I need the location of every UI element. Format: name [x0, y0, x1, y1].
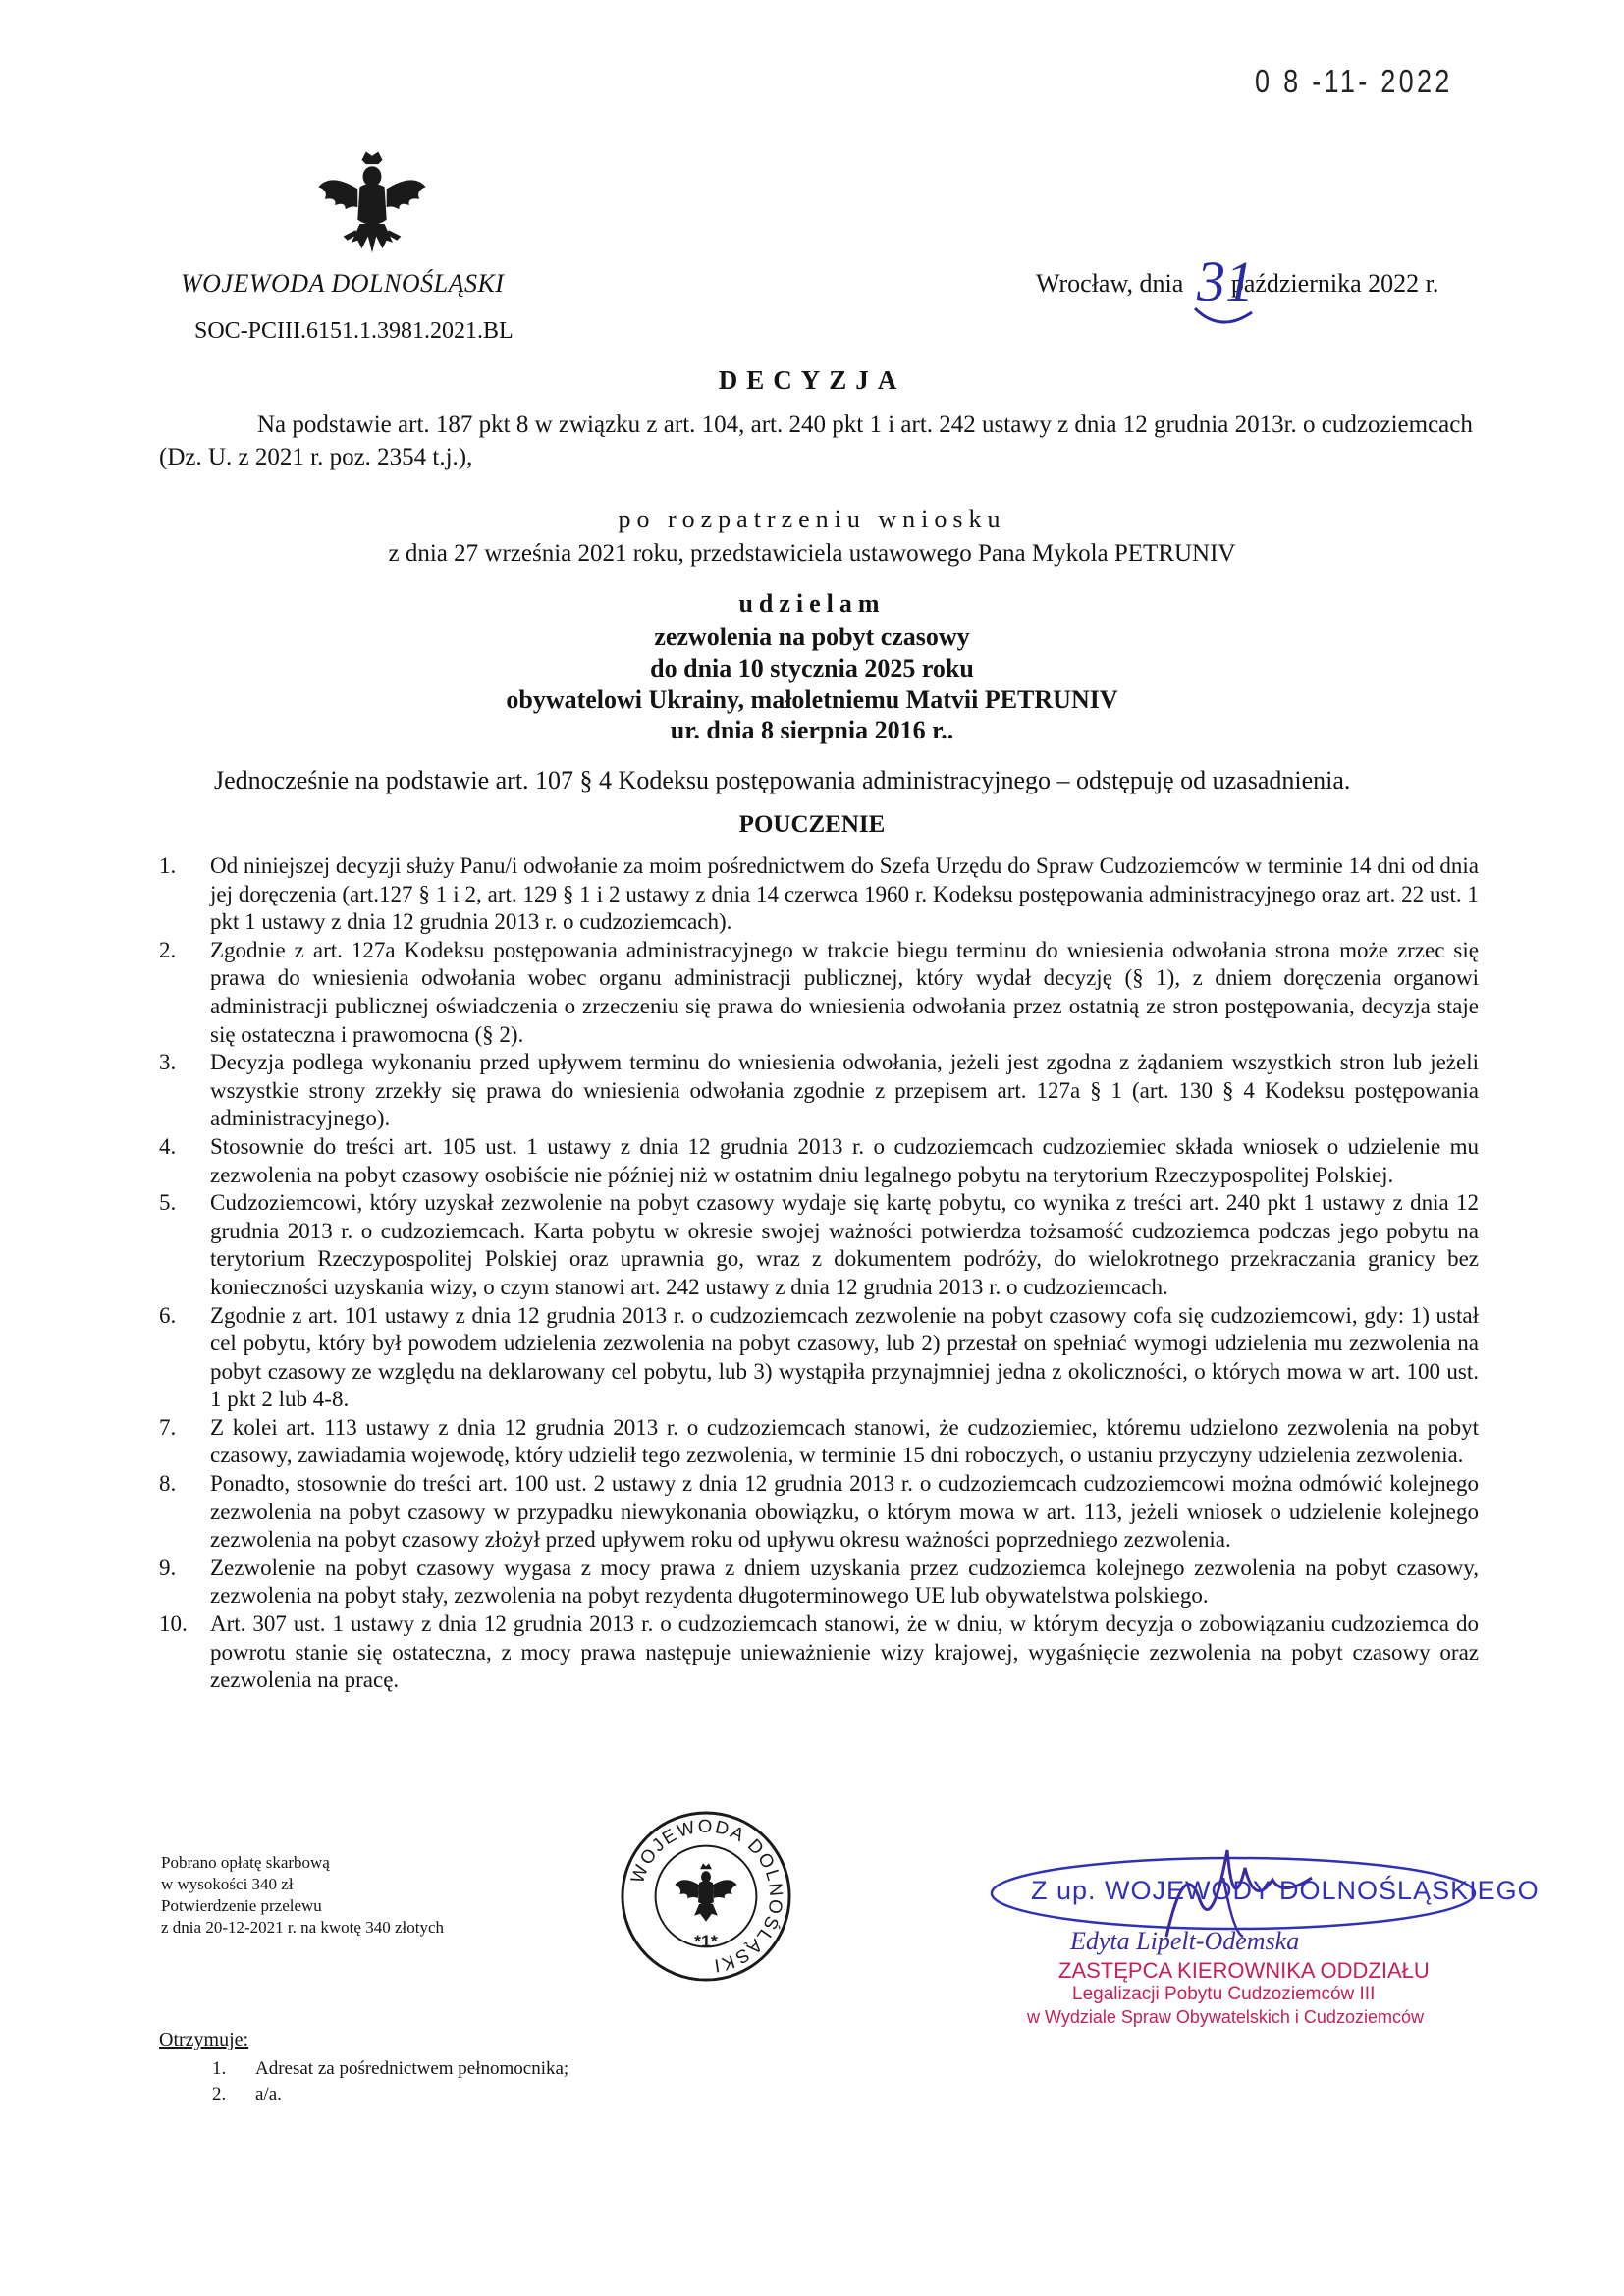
recipients-title: Otrzymuje:: [159, 2029, 249, 2050]
application-date-line: z dnia 27 września 2021 roku, przedstawiciela ustawowego Pana Mykola PETRUNIV: [388, 540, 1236, 567]
instruction-text: Stosownie do treści art. 105 ust. 1 ustawy z dnia 12 grudnia 2013 r. o cudzoziemcach cudzoziemiec składa wniosek o udzielenie mu zezwolenia na pobyt czasowy osobiście nie później niż w ostatnim dniu legalnego pobytu na terytorium Rzeczypospolitej Polskiej.: [210, 1133, 1479, 1187]
instruction-number: 6.: [159, 1302, 177, 1328]
legal-basis-paragraph: Na podstawie art. 187 pkt 8 w związku z art. 104, art. 240 pkt 1 i art. 242 ustawy z dnia 12 grudnia 2013r. o cudzoziemcach (Dz. U. z 2021 r. poz. 2354 t.j.),: [159, 411, 1473, 470]
grant-heading: udzielam: [738, 589, 886, 618]
decision-line: obywatelowi Ukrainy, małoletniemu Matvii PETRUNIV: [506, 685, 1118, 714]
issuer-name: WOJEWODA DOLNOŚLĄSKI: [181, 269, 505, 298]
instruction-number: 2.: [159, 937, 177, 962]
recipients-list: [212, 2056, 568, 2107]
instruction-item: [157, 1302, 1479, 1414]
signatory-name: Edyta Lipelt-Odemska: [1070, 1927, 1300, 1955]
instruction-text: Art. 307 ust. 1 ustawy z dnia 12 grudnia 2013 r. o cudzoziemcach stanowi, że w dniu, w którym decyzja o zobowiązaniu cudzoziemca do powrotu stanie się ostateczna, z mocy prawa następuje unieważnienie wizy krajowej, wygaśnięcie zezwolenia na pobyt czasowy oraz zezwolenia na pracę.: [210, 1612, 1479, 1693]
recipient-number: 2.: [212, 2084, 227, 2105]
signatory-unit: Legalizacji Pobytu Cudzoziemców III: [1072, 1984, 1376, 2004]
decision-line: ur. dnia 8 sierpnia 2016 r..: [670, 716, 954, 744]
document-title: DECYZJA: [718, 365, 906, 395]
instruction-text: Od niniejszej decyzji służy Panu/i odwołanie za moim pośrednictwem do Szefa Urzędu do Spraw Cudzoziemców w terminie 14 dni od dnia jej doręczenia (art.127 § 1 i 2, art. 129 § 1 i 2 ustawy z dnia 14 czerwca 1960 r. Kodeksu postępowania administracyjnego oraz art. 22 ust. 1 pkt 1 ustawy z dnia 12 grudnia 2013 r. o cudzoziemcach).: [210, 853, 1479, 935]
seal-number: *1*: [694, 1931, 718, 1951]
instruction-item: [157, 1189, 1479, 1301]
on-behalf-of: Z up. WOJEWODY DOLNOŚLĄSKIEGO: [1031, 1876, 1540, 1905]
instruction-text: Zgodnie z art. 127a Kodeksu postępowania administracyjnego w trakcie biegu terminu do wniesienia odwołania strona może zrzec się prawa do wniesienia odwołania wobec organu administracji publicznej, który wydał decyzję (§ 1), z dniem doręczenia organowi administracji publicznej oświadczenia o zrzeczeniu się prawa do wniesienia odwołania przez ostatnią ze stron postępowania, decyzja staje się ostateczna i prawomocna (§ 2).: [210, 937, 1479, 1047]
decision-line: do dnia 10 stycznia 2025 roku: [650, 654, 974, 683]
fee-line: z dnia 20-12-2021 r. na kwotę 340 złotych: [161, 1918, 444, 1937]
case-reference: SOC-PCIII.6151.1.3981.2021.BL: [194, 318, 514, 344]
instruction-item: [157, 1555, 1479, 1611]
fee-line: Pobrano opłatę skarbową: [161, 1853, 330, 1872]
instruction-item: [157, 1611, 1479, 1695]
instruction-number: 7.: [159, 1414, 177, 1440]
handwritten-day-text: 31: [1197, 249, 1254, 313]
instruction-item: [157, 1470, 1479, 1555]
authorization-stamp: [988, 1838, 1540, 2045]
instruction-item: [157, 937, 1479, 1049]
instruction-item: [157, 1049, 1479, 1133]
instruction-number: 1.: [159, 853, 177, 878]
instruction-text: Zgodnie z art. 101 ustawy z dnia 12 grudnia 2013 r. o cudzoziemcach zezwolenie na pobyt czasowy cofa się cudzoziemcowi, gdy: 1) ustał cel pobytu, który był powodem udzielenia zezwolenia na pobyt czasowy, lub 2) przestał on spełniać wymogi udzielenia mu zezwolenia na pobyt czasowy ze względu na deklarowany cel pobytu, lub 3) wystąpiła przynajmniej jedna z okoliczności, o których mowa w art. 100 ust. 1 pkt 2 lub 4-8.: [210, 1302, 1479, 1412]
instruction-text: Decyzja podlega wykonaniu przed upływem terminu do wniesienia odwołania, jeżeli jest zgodna z żądaniem wszystkich stron lub jeżeli wszystkie strony zrzekły się prawa do wniesienia odwołania zgodnie z przepisem art. 127a § 1 (art. 130 § 4 Kodeksu postępowania administracyjnego).: [210, 1050, 1479, 1131]
instruction-text: Zezwolenie na pobyt czasowy wygasa z mocy prawa z dniem uzyskania przez cudzoziemca kolejnego zezwolenia na pobyt czasowy, zezwolenia na pobyt stały, zezwolenia na pobyt rezydenta długoterminowego UE lub obywatelstwa polskiego.: [210, 1555, 1479, 1609]
waiver-of-justification: Jednocześnie na podstawie art. 107 § 4 Kodeksu postępowania administracyjnego – odstępuję od uzasadnienia.: [214, 766, 1351, 794]
instructions-list: [157, 852, 1479, 1695]
instruction-number: 10.: [159, 1612, 188, 1637]
signatory-department: w Wydziale Spraw Obywatelskich i Cudzoziemców: [1027, 2007, 1424, 2027]
instruction-item: [157, 1414, 1479, 1470]
instruction-text: Ponadto, stosownie do treści art. 100 ust. 2 ustawy z dnia 12 grudnia 2013 r. o cudzoziemcach cudzoziemcowi można odmówić kolejnego zezwolenia na pobyt czasowy w przypadku niewykonania obowiązku, o którym mowa w art. 113, jeżeli wniosek o udzielenie kolejnego zezwolenia na pobyt czasowy złożył przed upływem roku od upływu okresu ważności poprzedniego zezwolenia.: [210, 1471, 1479, 1553]
polish-eagle-emblem-icon: [310, 141, 434, 265]
fee-line: Potwierdzenie przelewu: [161, 1896, 322, 1915]
stamp-duty-note: [161, 1852, 444, 1939]
official-round-seal-icon: [619, 1809, 793, 1984]
fee-line: w wysokości 340 zł: [161, 1875, 294, 1893]
after-review-heading: po rozpatrzeniu wniosku: [618, 505, 1006, 533]
recipient-item: [212, 2082, 568, 2107]
decision-line: zezwolenia na pobyt czasowy: [654, 623, 970, 651]
instructions-title: POUCZENIE: [738, 811, 886, 838]
received-date-stamp: 0 8 -11- 2022: [1255, 63, 1453, 99]
recipient-item: [212, 2056, 568, 2082]
place-date-prefix: Wrocław, dnia: [1036, 269, 1184, 298]
instruction-item: [157, 852, 1479, 937]
place-date-suffix: października 2022 r.: [1230, 269, 1439, 298]
recipient-number: 1.: [212, 2058, 227, 2079]
instruction-item: [157, 1133, 1479, 1189]
instruction-number: 3.: [159, 1050, 177, 1075]
recipient-text: a/a.: [255, 2084, 282, 2105]
instruction-text: Z kolei art. 113 ustawy z dnia 12 grudnia 2013 r. o cudzoziemcach stanowi, że cudzoziemiec, któremu udzielono zezwolenia na pobyt czasowy, zawiadamia wojewodę, który udzielił tego zezwolenia, w terminie 15 dni roboczych, o ustaniu przyczyny udzielenia zezwolenia.: [210, 1414, 1479, 1468]
seal-ring-text: WOJEWODA DOLNOŚLĄSKI: [626, 1815, 787, 1977]
signatory-position: ZASTĘPCA KIEROWNIKA ODDZIAŁU: [1058, 1958, 1430, 1983]
instruction-text: Cudzoziemcowi, który uzyskał zezwolenie na pobyt czasowy wydaje się kartę pobytu, co wynika z treści art. 240 pkt 1 ustawy z dnia 12 grudnia 2013 r. o cudzoziemcach. Karta pobytu w okresie swojej ważności potwierdza tożsamość cudzoziemca podczas jego pobytu na terytorium Rzeczypospolitej Polskiej oraz uprawnia go, wraz z dokumentem podróży, do wielokrotnego przekraczania granicy bez konieczności uzyskania wizy, o czym stanowi art. 242 ustawy z dnia 12 grudnia 2013 r. o cudzoziemcach.: [210, 1190, 1479, 1299]
instruction-number: 5.: [159, 1190, 177, 1216]
handwritten-day: [1191, 240, 1260, 334]
instruction-number: 8.: [159, 1471, 177, 1497]
instruction-number: 9.: [159, 1555, 177, 1580]
instruction-number: 4.: [159, 1133, 177, 1159]
recipient-text: Adresat za pośrednictwem pełnomocnika;: [255, 2058, 569, 2079]
